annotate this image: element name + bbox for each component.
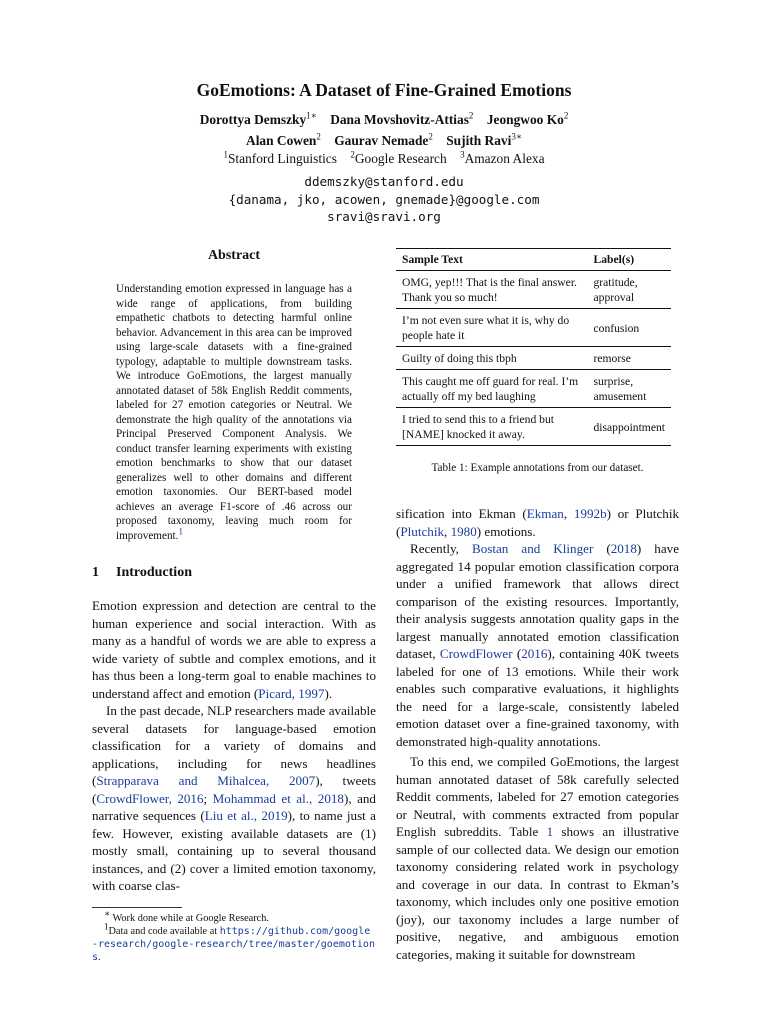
section-number: 1 bbox=[92, 565, 99, 580]
text-run: have aggregated 14 popular emotion classification corpora under a unified framework that allows direct comparison of the existing resources. Importantly, their analysis suggests annotation quality gaps in the largest manually annotated emotion classification dataset, bbox=[396, 541, 680, 661]
text-run: Recently, bbox=[410, 541, 472, 556]
section-heading-introduction bbox=[92, 565, 376, 581]
right-column bbox=[396, 240, 679, 963]
author-name: Alan Cowen bbox=[246, 133, 317, 148]
footnote-text: Data and code available at bbox=[108, 925, 220, 937]
citation-link[interactable]: 1980 bbox=[450, 523, 477, 539]
affil-mark: 2 bbox=[350, 149, 355, 160]
citation-link[interactable]: Bostan and Klinger bbox=[471, 541, 594, 556]
table-caption: Table 1: Example annotations from our dataset. bbox=[431, 462, 644, 474]
right-body bbox=[396, 505, 679, 963]
affil-name: Google Research bbox=[354, 151, 447, 166]
table-row bbox=[396, 309, 671, 347]
text-run: ; bbox=[203, 790, 213, 806]
citation-link[interactable]: Strapparava and Mihalcea, 2007 bbox=[96, 773, 316, 788]
author-name: Sujith Ravi bbox=[446, 133, 512, 148]
section-title: Introduction bbox=[116, 565, 192, 580]
table-cell-text: OMG, yep!!! That is the final answer. Thank you so much! bbox=[396, 271, 588, 309]
example-annotations-table bbox=[396, 248, 671, 446]
paper-title: GoEmotions: A Dataset of Fine-Grained Emotions bbox=[196, 80, 572, 100]
affiliations bbox=[0, 151, 768, 167]
table-cell-label: gratitude, approval bbox=[588, 271, 672, 309]
abstract-text: Understanding emotion expressed in language has a wide range of applications, from building empathetic chatbots to detecting harmful online behavior. Advancement in this area can be improved using large-scale datasets with a fine-grained typology, adaptable to multiple downstream tasks. We introduce GoEmotions, the largest manually annotated dataset of 58k English Reddit comments, labeled for 27 emotion categories or Neutral. We demonstrate the high quality of the annotations via Principal Preserved Component Analysis. We conduct transfer learning experiments with existing emotion benchmarks to show that our dataset generalizes well to other domains and different emotion taxonomies. Our BERT-based model achieves an average F1-score of .46 across our proposed taxonomy, leaving much room for improvement. bbox=[116, 283, 352, 542]
text-run: ). bbox=[324, 685, 333, 701]
citation-link[interactable]: Picard, 1997 bbox=[258, 685, 325, 701]
text-run: ), to name just a few. However, existing available datasets are (1) mostly small, containing up to several thousand instances, and (2) cover a limited emotion taxonomy, with coarse clas- bbox=[92, 808, 376, 893]
author-name: Jeongwoo Ko bbox=[486, 112, 564, 127]
table-cell-label: confusion bbox=[588, 309, 672, 347]
affil-mark: 3 bbox=[460, 149, 465, 160]
text-run: ) or Plutchik ( bbox=[396, 506, 679, 539]
text-run: , bbox=[563, 506, 574, 521]
table-cell-label: surprise, amusement bbox=[588, 370, 672, 408]
footnotes bbox=[92, 908, 376, 964]
footnote-ref[interactable]: 1 bbox=[178, 525, 183, 536]
author-name: Gaurav Nemade bbox=[334, 133, 429, 148]
table-reference-link[interactable]: 1 bbox=[546, 824, 554, 839]
table-row bbox=[396, 347, 671, 370]
text-run: ) bbox=[547, 646, 552, 661]
intro-paragraph-2 bbox=[92, 702, 376, 895]
citation-link[interactable]: Plutchik bbox=[400, 523, 445, 539]
author-mark: 2 bbox=[428, 131, 433, 142]
abstract-heading: Abstract bbox=[207, 248, 261, 263]
footnote-text: . bbox=[98, 951, 101, 963]
author-name: Dorottya Demszky bbox=[199, 112, 307, 127]
text-run: , bbox=[444, 523, 451, 539]
right-paragraph-2 bbox=[396, 753, 679, 963]
text-run: ( bbox=[512, 646, 522, 661]
citation-link[interactable]: CrowdFlower, 2016 bbox=[96, 790, 204, 806]
text-run: In the past decade, NLP researchers made available several datasets for language-based emotion classification for a variety of domains and applications, including for news headlines ( bbox=[92, 703, 376, 788]
citation-link[interactable]: 2016 bbox=[521, 646, 548, 661]
author-mark: 3∗ bbox=[511, 131, 522, 142]
affil-mark: 1 bbox=[223, 149, 228, 160]
table-header-row bbox=[396, 249, 671, 271]
table-cell-text: I’m not even sure what it is, why do people hate it bbox=[396, 309, 588, 347]
text-run: To this end, we compiled GoEmotions, the largest human annotated dataset of 58k carefully selected Reddit comments, labeled for 27 emotion categories or Neutral, with comments extracted from popular English subreddits. Table bbox=[396, 754, 679, 839]
author-line-2 bbox=[0, 130, 768, 151]
table-cell-label: disappointment bbox=[588, 408, 672, 446]
text-run: ), and narrative sequences ( bbox=[92, 790, 376, 823]
table-cell-text: Guilty of doing this tbph bbox=[396, 347, 588, 370]
footnote-mark: ∗ bbox=[104, 908, 111, 919]
citation-link[interactable]: Liu et al., 2019 bbox=[204, 808, 288, 823]
table-row bbox=[396, 271, 671, 309]
email-list bbox=[0, 173, 768, 226]
affil-name: Amazon Alexa bbox=[464, 151, 545, 166]
abstract-body bbox=[116, 282, 352, 543]
text-run: Emotion expression and detection are central to the human experience and social interaction. With as many as a handful of words we are able to express a wide variety of subtle and complex emotions, and it has thus been a long-term goal to enable machines to understand affect and emotion ( bbox=[92, 598, 376, 701]
citation-link[interactable]: Mohammad et al., 2018 bbox=[212, 790, 344, 806]
author-mark: 2 bbox=[468, 110, 474, 121]
right-paragraph-1 bbox=[396, 540, 679, 750]
email: {danama, jko, acowen, gnemade}@google.com bbox=[228, 191, 540, 207]
table-cell-text: I tried to send this to a friend but [NAME] knocked it away. bbox=[396, 408, 588, 446]
table-cell-text: This caught me off guard for real. I’m actually off my bed laughing bbox=[396, 370, 588, 408]
email: sravi@sravi.org bbox=[327, 209, 441, 224]
text-run: , containing 40K tweets labeled for one of 13 emotions. While their work enables such comparative evaluations, it highlights the need for a large-scale, consistently labeled emotion dataset over a fine-grained taxonomy, with demonstrated high-quality annotations. bbox=[396, 646, 679, 749]
left-column bbox=[92, 240, 376, 964]
right-paragraph-0 bbox=[396, 505, 679, 540]
footnote-text: Work done while at Google Research. bbox=[112, 912, 269, 924]
email: ddemszky@stanford.edu bbox=[304, 174, 464, 189]
citation-link[interactable]: 1992b bbox=[573, 506, 607, 521]
footnote-mark: 1 bbox=[104, 921, 109, 932]
text-run: shows an illustrative sample of our collected data. We design our emotion taxonomy considering related work in psychology and coverage in our data. In contrast to Ekman’s taxonomy, which includes only one positive emotion (joy), our taxonomy includes a large number of positive, negative, and ambiguous emotion categories, making it suitable for downstream bbox=[396, 824, 679, 962]
footnote-url-link[interactable]: https://github.com/google-research/google-research/tree/master/goemotions bbox=[92, 925, 375, 963]
text-run: ( bbox=[593, 541, 611, 556]
text-run: ) bbox=[636, 541, 642, 556]
author-list bbox=[0, 109, 768, 151]
affil-name: Stanford Linguistics bbox=[227, 151, 337, 166]
table-header-cell: Label(s) bbox=[588, 249, 672, 271]
author-mark: 2 bbox=[563, 110, 569, 121]
author-mark: 1∗ bbox=[306, 110, 317, 121]
table-row bbox=[396, 408, 671, 446]
citation-link[interactable]: CrowdFlower bbox=[439, 646, 513, 661]
text-run: ), tweets ( bbox=[92, 773, 377, 806]
citation-link[interactable]: Ekman bbox=[526, 506, 564, 521]
footnote-one bbox=[92, 921, 376, 964]
text-run: sification into Ekman ( bbox=[396, 506, 527, 521]
author-name: Dana Movshovitz-Attias bbox=[330, 112, 469, 127]
author-mark: 2 bbox=[316, 131, 321, 142]
author-line-1 bbox=[0, 109, 768, 130]
table-cell-label: remorse bbox=[588, 347, 672, 370]
text-run: ) emotions. bbox=[476, 523, 536, 539]
intro-paragraph-1 bbox=[92, 597, 376, 702]
table-row bbox=[396, 370, 671, 408]
table-header-cell: Sample Text bbox=[396, 249, 588, 271]
footnote-star bbox=[92, 908, 376, 925]
citation-link[interactable]: 2018 bbox=[610, 541, 637, 556]
